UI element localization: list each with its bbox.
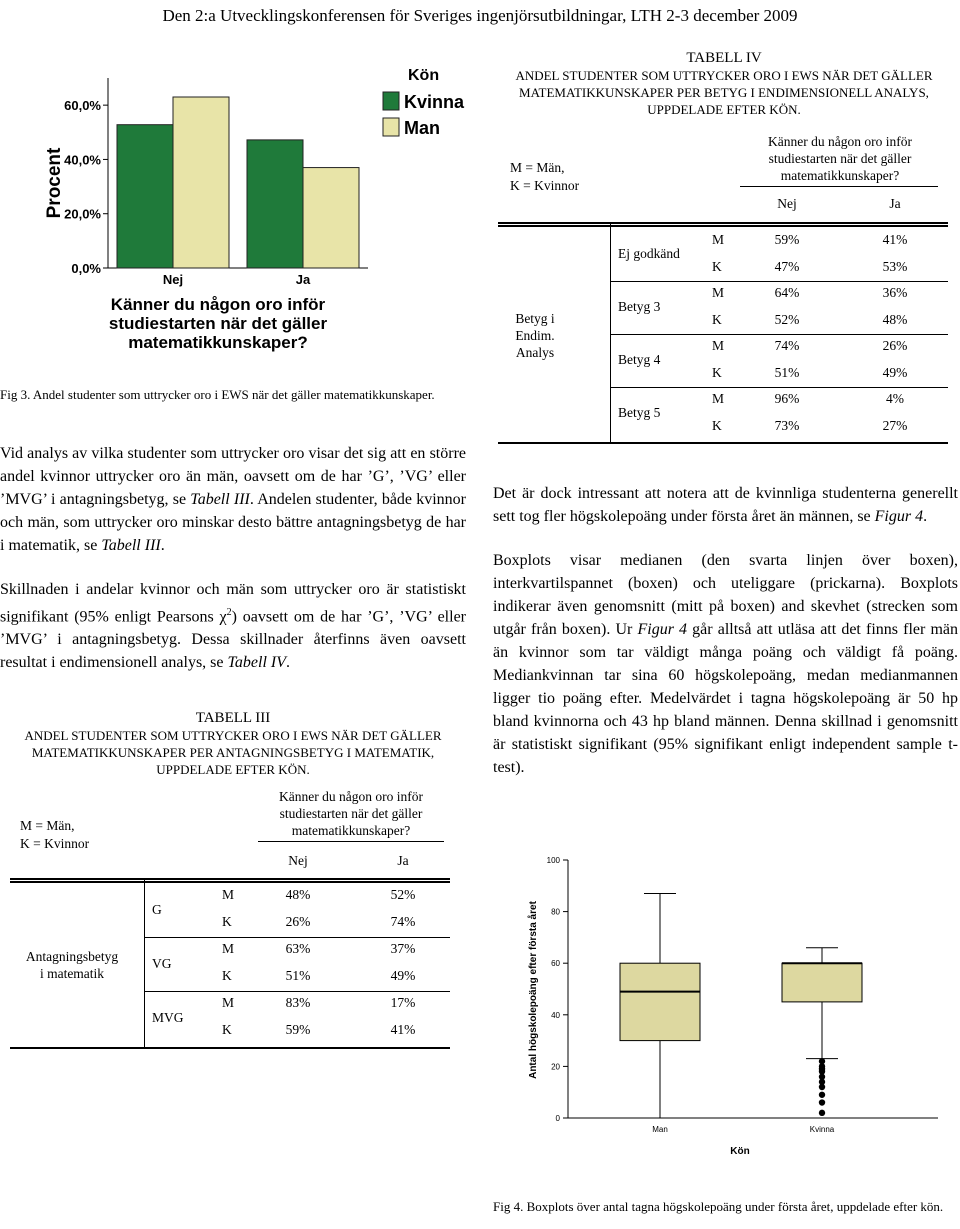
fig4-outlier-kvinna: [819, 1099, 825, 1105]
table-cell-ja: 36%: [882, 285, 908, 300]
fig4-outlier-kvinna: [819, 1110, 825, 1116]
table-row-sex-m: M: [712, 391, 725, 406]
table-row-label: Betyg i: [515, 310, 555, 326]
table-row-sex-m: M: [222, 887, 235, 902]
table-cell-ja: 49%: [882, 364, 908, 380]
fig4-x-tick-label-man: Man: [652, 1125, 668, 1134]
paragraph-4-text-a: Boxplots visar medianen (den svarta linjen över boxen), interkvartilspannet (boxen) och uteliggare (prickarna). Boxplots indikerar även genomsnitt (mitt på boxen) and skevhet (strecken som utgår från boxen). Ur: [493, 552, 958, 638]
table-col-ja: Ja: [889, 196, 901, 211]
table-row-sex-m: M: [712, 338, 725, 353]
ref-tabell-iv[interactable]: Tabell IV: [227, 654, 287, 672]
fig3-legend-title: Kön: [408, 67, 440, 84]
paragraph-1-text-a: Vid analys av vilka studenter som uttrycker oro visar det sig att en större andel kvinnor uttrycker oro än män, oavsett om de har ’G’, ’VG’ eller ’MVG’ i antagningsbetyg, se: [0, 445, 466, 508]
fig4-box-kvinna: [782, 963, 862, 1002]
table-col-nej: Nej: [777, 196, 797, 211]
table-question-rule: [740, 186, 938, 187]
table-row-sex-m: M: [222, 941, 235, 956]
table4-title-line3: MATEMATIKKUNSKAPER PER BETYG I ENDIMENSIONELL ANALYS,: [519, 85, 929, 100]
fig4-y-tick-label: 60: [551, 959, 560, 969]
table-cell-ja: 41%: [390, 1022, 416, 1037]
table-top-rule: [10, 881, 450, 883]
table-question-line1: Känner du någon oro inför: [768, 134, 912, 149]
table-row-label: i matematik: [39, 966, 105, 981]
table-group-divider: [610, 334, 948, 335]
fig4-outlier-kvinna: [819, 1084, 825, 1090]
fig4-y-tick-label: 100: [546, 856, 560, 865]
fig3-y-tick-label: 40,0%: [64, 152, 101, 168]
table-vertical-divider: [610, 224, 611, 442]
paragraph-4: [493, 549, 958, 779]
table-cell-nej: 64%: [774, 285, 800, 300]
table-cell-ja: 27%: [882, 417, 908, 433]
ref-tabell-iii[interactable]: Tabell III: [101, 537, 161, 554]
ref-tabell-iii[interactable]: Tabell III: [190, 491, 250, 508]
table-row-sex-k: K: [712, 417, 722, 433]
table-cell-nej: 63%: [285, 941, 311, 956]
fig3-y-tick-label: 60,0%: [64, 98, 101, 114]
table-row-sex-m: M: [712, 285, 725, 300]
paragraph-2-text-c: .: [286, 654, 291, 672]
table4-title: [488, 50, 960, 118]
fig3-legend-label-man: Man: [404, 118, 440, 138]
table-cell-ja: 37%: [390, 941, 416, 956]
fig3-x-tick-label: Ja: [295, 272, 311, 287]
table-cell-nej: 52%: [774, 311, 800, 327]
table-col-nej: Nej: [288, 853, 308, 868]
fig3-y-axis-label: Procent: [44, 147, 65, 219]
paragraph-1-text-c: .: [160, 537, 165, 554]
table-question-line1: Känner du någon oro inför: [279, 789, 423, 804]
table-group-mvg: MVG: [152, 1009, 184, 1025]
table-cell-nej: 51%: [285, 968, 311, 983]
paragraph-2: [0, 578, 466, 674]
table-row-sex-k: K: [222, 968, 232, 983]
paragraph-2-text-b: ) oavsett om de har ’G’, ’VG’ eller ’MVG’ i antagningsbetyg. Dessa skillnader återfinns även oavsett resultat i endimensionell analys, se: [0, 608, 467, 672]
fig3-bar-kvinna-ja: [247, 140, 303, 268]
table3-title-line1: TABELL III: [195, 710, 271, 726]
table-group-vg: VG: [152, 955, 172, 971]
fig4-y-tick-label: 80: [551, 907, 560, 917]
table-top-rule: [498, 222, 948, 224]
fig4-y-tick-label: 20: [551, 1062, 560, 1072]
table-row-sex-k: K: [712, 311, 722, 327]
table-row-label: Analys: [515, 344, 555, 360]
table-cell-nej: 83%: [285, 995, 311, 1010]
table-question-rule: [258, 841, 444, 842]
table-question-line2: studiestarten när det gäller: [279, 806, 423, 821]
paragraph-3-text-a: Det är dock intressant att notera att de kvinnliga studenterna generellt sett tog fler högskolepoäng under första året än männen, se: [493, 485, 958, 525]
table-row-sex-m: M: [712, 232, 725, 247]
table-cell-nej: 96%: [774, 391, 800, 406]
table-group-betyg-4: Betyg 4: [618, 352, 661, 368]
table4-title-line2: ANDEL STUDENTER SOM UTTRYCKER ORO I EWS NÄR DET GÄLLER: [515, 68, 933, 83]
fig4-x-tick-label-kvinna: Kvinna: [809, 1125, 835, 1134]
table-row-sex-k: K: [712, 258, 722, 274]
table-group-betyg-3: Betyg 3: [618, 299, 661, 315]
fig3-y-tick-label: 20,0%: [64, 206, 101, 222]
table3-title: [0, 710, 466, 778]
table-col-ja: Ja: [397, 853, 409, 868]
ref-figur-4[interactable]: Figur 4: [637, 621, 688, 638]
table-cell-ja: 74%: [390, 914, 416, 929]
fig4-caption: Fig 4. Boxplots över antal tagna högskolepoäng under första året, uppdelade efter kön.: [493, 1199, 944, 1214]
table3-title-line2: ANDEL STUDENTER SOM UTTRYCKER ORO I EWS NÄR DET GÄLLER: [24, 728, 442, 743]
table-cell-ja: 52%: [390, 887, 416, 902]
table-cell-nej: 51%: [774, 364, 800, 380]
table-row-sex-k: K: [222, 914, 232, 929]
table-legend-women: K = Kvinnor: [20, 836, 90, 851]
table-row-sex-k: K: [222, 1022, 232, 1037]
table-group-ej-godkänd: Ej godkänd: [618, 246, 680, 262]
table-group-divider: [610, 281, 948, 282]
table-group-divider: [144, 991, 450, 992]
table-cell-ja: 53%: [882, 258, 908, 274]
fig4-boxplot: [518, 850, 958, 1170]
table-legend-men: M = Män,: [510, 160, 565, 175]
table-bottom-rule: [498, 442, 948, 444]
fig3-legend-swatch-kvinna: [383, 92, 399, 110]
table-cell-nej: 48%: [285, 887, 311, 902]
table-vertical-divider: [144, 879, 145, 1047]
table-group-divider: [144, 937, 450, 938]
paragraph-1-text-b: . Andelen studenter, både kvinnor och män, som uttrycker oro minskar desto bättre antagningsbetyg de har i matematik, se: [0, 491, 466, 554]
fig4-outlier-kvinna: [819, 1092, 825, 1098]
table-cell-nej: 26%: [285, 914, 311, 929]
table-cell-ja: 41%: [882, 232, 908, 247]
table-cell-nej: 59%: [774, 232, 800, 247]
fig4-y-tick-label: 0: [555, 1114, 560, 1123]
chi-square-exponent: 2: [226, 607, 232, 618]
table-cell-nej: 47%: [774, 258, 800, 274]
table4-title-line4: UPPDELADE EFTER KÖN.: [647, 102, 801, 117]
fig4-x-axis-label: Kön: [730, 1146, 750, 1157]
table-cell-ja: 48%: [882, 311, 908, 327]
table-question-line3: matematikkunskaper?: [291, 823, 411, 838]
table-cell-nej: 74%: [774, 338, 800, 353]
fig3-y-tick-label: 0,0%: [71, 261, 101, 276]
table-legend-women: K = Kvinnor: [510, 178, 580, 193]
ref-figur-4[interactable]: Figur 4: [874, 508, 924, 525]
table-cell-ja: 49%: [390, 968, 416, 983]
fig4-box-man: [620, 963, 700, 1040]
table-row-label: Antagningsbetyg: [25, 949, 119, 964]
table-question-line2: studiestarten när det gäller: [768, 151, 912, 166]
table-cell-ja: 17%: [390, 995, 416, 1010]
fig3-bar-man-nej: [173, 97, 229, 268]
table-row-label: Endim.: [515, 327, 555, 343]
table-cell-nej: 73%: [774, 417, 800, 433]
table-legend-men: M = Män,: [20, 818, 75, 833]
table-question-line3: matematikkunskaper?: [780, 168, 900, 183]
paragraph-3: [493, 482, 958, 528]
fig3-x-axis-label: studiestarten när det gäller: [108, 314, 328, 333]
fig3-legend-label-kvinna: Kvinna: [404, 92, 465, 112]
fig3-x-tick-label: Nej: [162, 272, 184, 287]
table3-title-line3: MATEMATIKKUNSKAPER PER ANTAGNINGSBETYG I MATEMATIK,: [31, 745, 435, 760]
table-row-sex-m: M: [222, 995, 235, 1010]
fig4-y-tick-label: 40: [551, 1010, 560, 1020]
table3-title-line4: UPPDELADE EFTER KÖN.: [156, 762, 310, 777]
table-row-sex-k: K: [712, 364, 722, 380]
table-cell-ja: 26%: [882, 338, 908, 353]
table-group-divider: [610, 387, 948, 388]
fig3-caption: Fig 3. Andel studenter som uttrycker oro i EWS när det gäller matematikkunskaper.: [0, 387, 435, 402]
fig3-bar-kvinna-nej: [117, 125, 173, 268]
table-group-g: G: [152, 901, 162, 917]
paragraph-1: [0, 442, 466, 557]
table-top-rule: [10, 878, 450, 880]
paragraph-4-text-b: går alltså att utläsa att det finns fler män än kvinnor som tar väldigt många poäng och väldigt få poäng. Mediankvinnan tar sina 60 högskolepoäng, medan medianmannen ligger tio poäng efter. Medelvärdet i tagna högskolepoäng är 50 hp bland kvinnorna och 43 hp bland männen. Denna skillnad i genomsnitt är statistiskt signifikant (95% signifikant enligt independent sample t-test).: [493, 621, 958, 776]
fig3-x-axis-label: matematikkunskaper?: [128, 333, 308, 352]
paragraph-3-text-b: .: [923, 508, 928, 525]
table-bottom-rule: [10, 1047, 450, 1049]
fig3-bar-man-ja: [303, 168, 359, 268]
table-cell-nej: 59%: [285, 1022, 311, 1037]
table-cell-ja: 4%: [886, 391, 904, 406]
fig4-y-axis-label: Antal högskolepoäng efter första året: [528, 901, 539, 1079]
fig3-bar-chart: [38, 58, 478, 358]
table-top-rule: [498, 225, 948, 227]
fig3-x-axis-label: Känner du någon oro inför: [110, 295, 326, 314]
paragraph-2-text-a: Skillnaden i andelar kvinnor och män som uttrycker oro är statistiskt signifikant (95% enligt Pearsons χ: [0, 581, 466, 626]
table4-title-line1: TABELL IV: [686, 50, 762, 66]
fig3-legend-swatch-man: [383, 118, 399, 136]
table-group-betyg-5: Betyg 5: [618, 405, 661, 421]
page-header: Den 2:a Utvecklingskonferensen för Sveriges ingenjörsutbildningar, LTH 2-3 december 2009: [162, 6, 798, 25]
